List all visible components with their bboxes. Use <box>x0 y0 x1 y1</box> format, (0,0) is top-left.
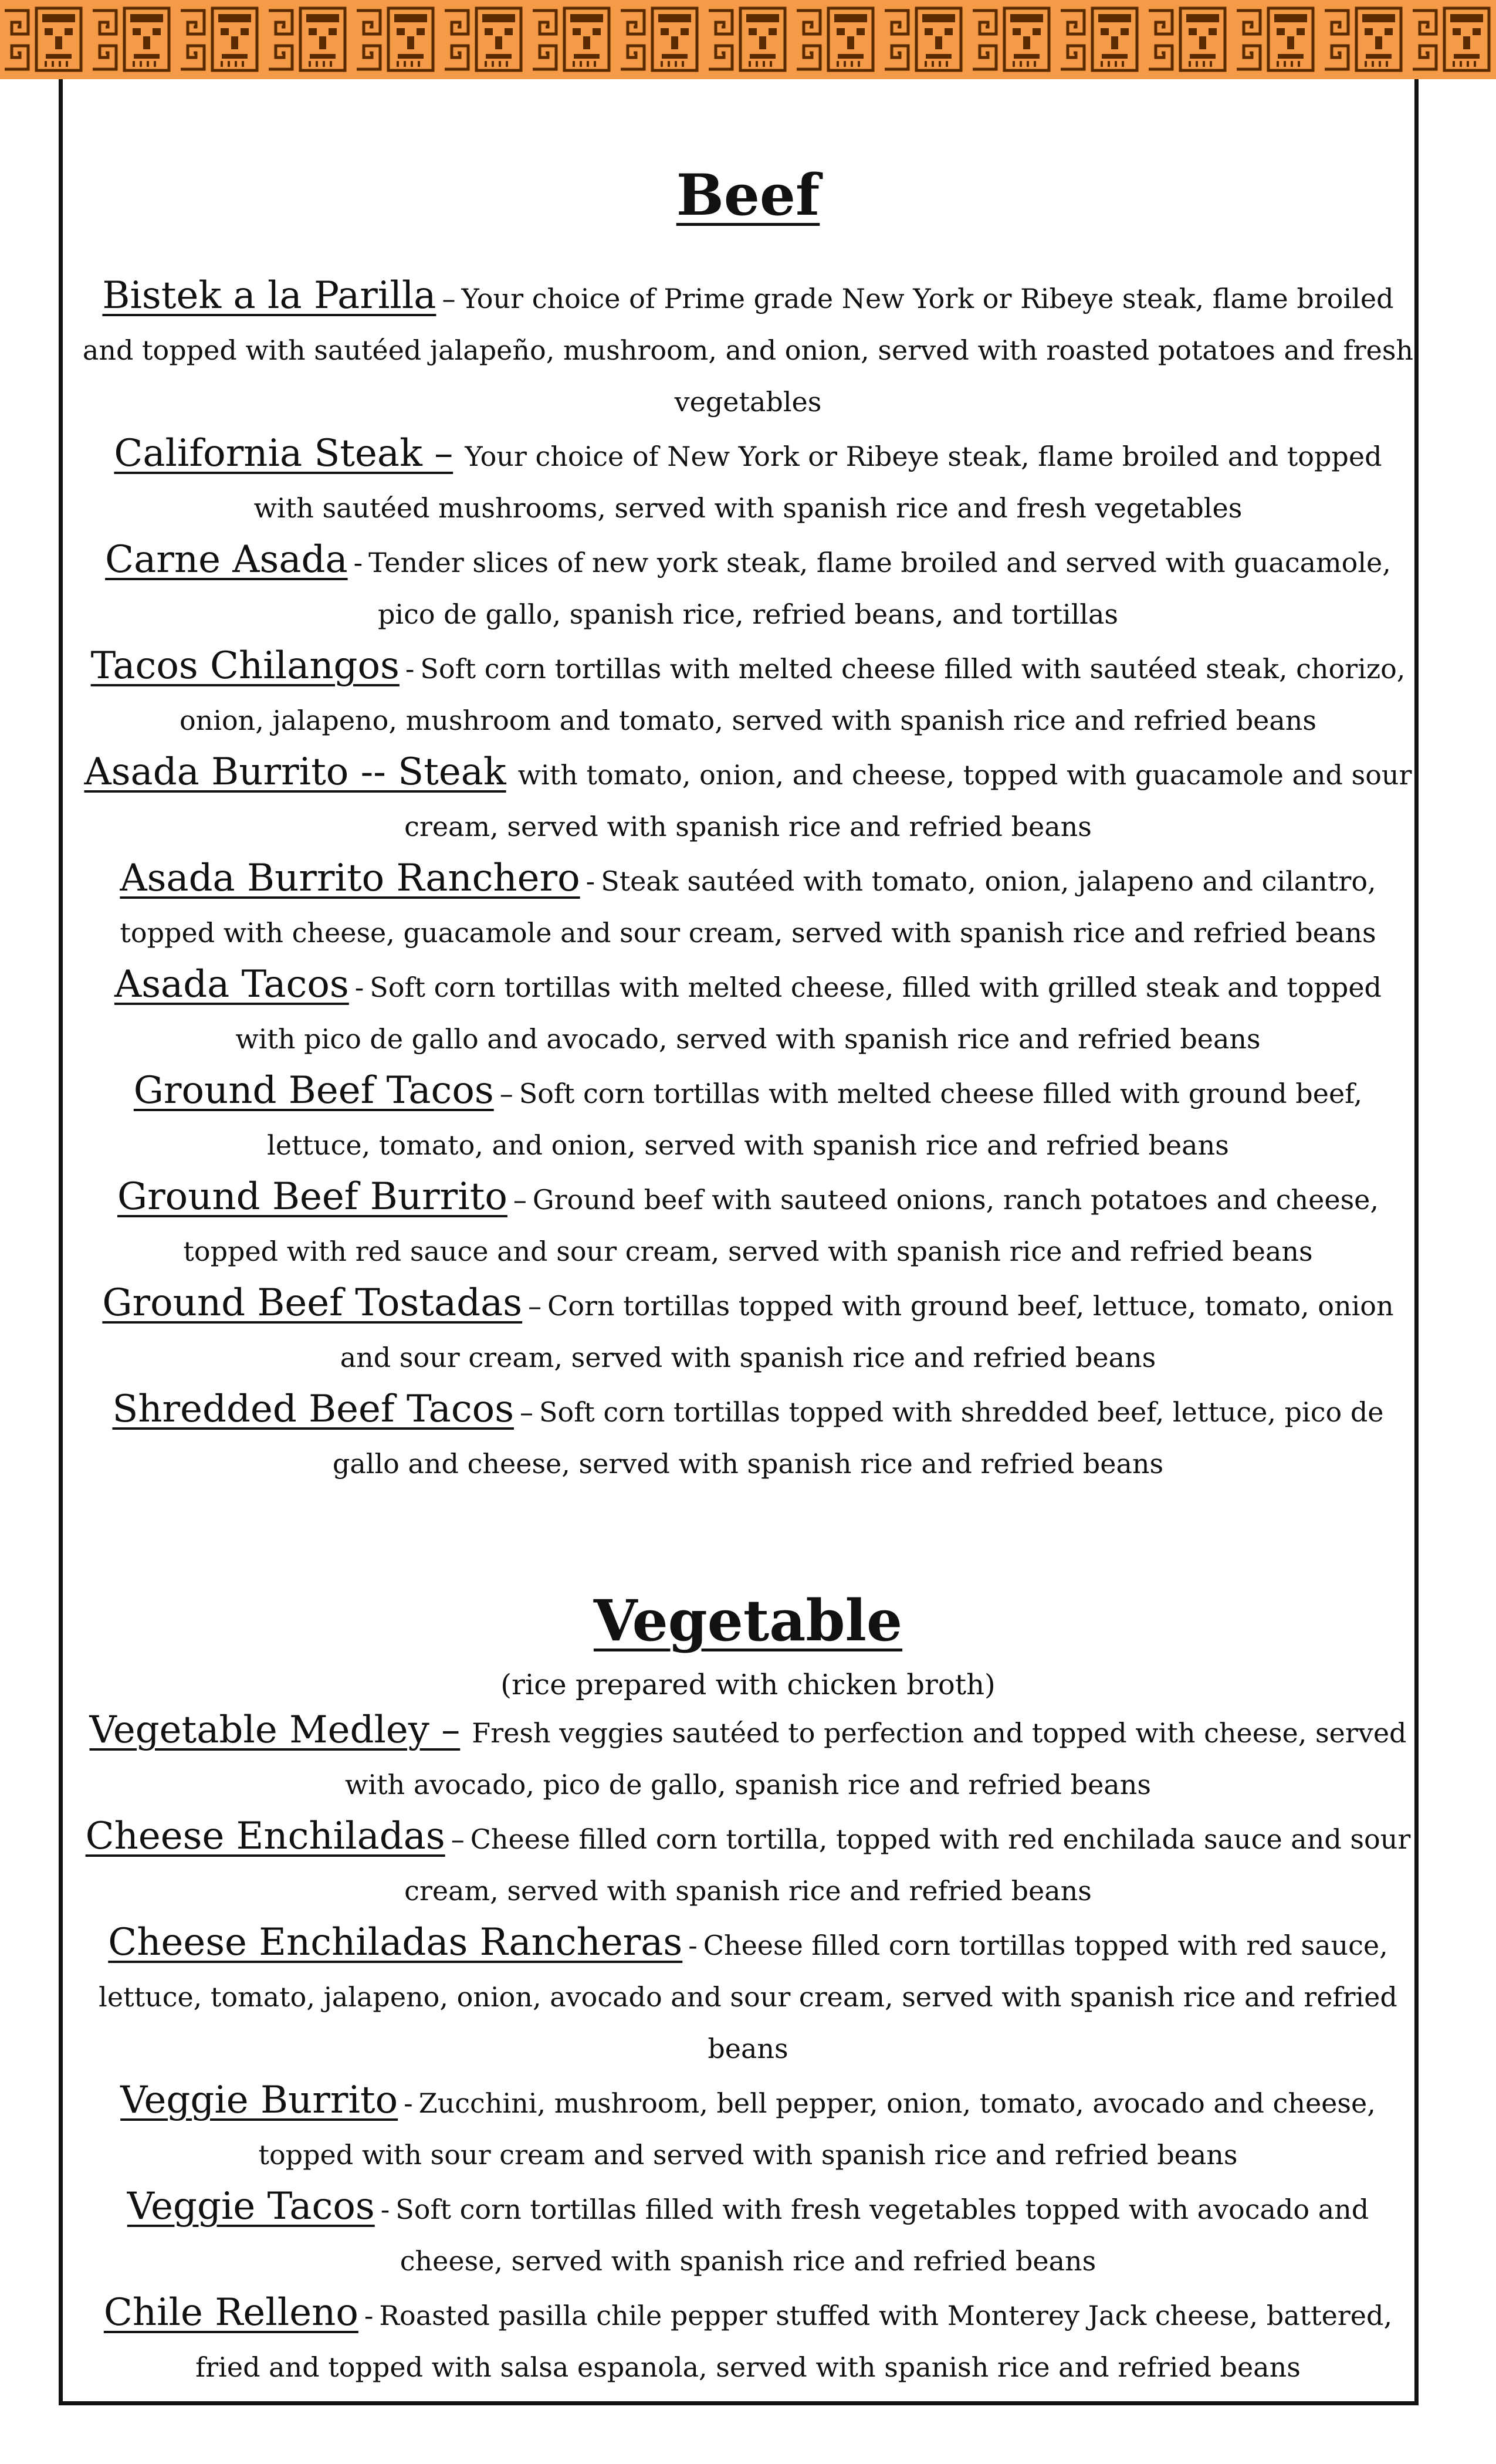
menu-item <box>82 1065 1414 1171</box>
menu-item-name: Ground Beef Burrito <box>117 1175 507 1219</box>
menu-item-name: Vegetable Medley – <box>89 1708 461 1752</box>
menu-item-description: with tomato, onion, and cheese, topped with guacamole and sour cream, served with spanish rice and refried beans <box>404 759 1412 842</box>
menu-item-separator: - <box>364 2300 374 2331</box>
menu-item-name: Ground Beef Tacos <box>133 1069 494 1112</box>
menu-item <box>82 640 1414 746</box>
beef-items-list <box>82 270 1414 1490</box>
section-note: (rice prepared with chicken broth) <box>500 1668 996 1701</box>
menu-item <box>82 1171 1414 1277</box>
menu-item-description: Ground beef with sauteed onions, ranch potatoes and cheese, topped with red sauce and sour cream, served with spanish rice and refried beans <box>183 1184 1379 1267</box>
menu-item <box>82 1917 1414 2074</box>
menu-item-separator: – <box>528 1290 542 1322</box>
menu-item-separator: – <box>442 283 456 314</box>
menu-item <box>82 2287 1414 2393</box>
menu-item <box>82 1704 1414 1810</box>
menu-item-separator: - <box>353 547 363 578</box>
menu-item-separator: – <box>520 1396 534 1428</box>
menu-item-name: California Steak – <box>114 432 453 475</box>
menu-item-separator: - <box>405 653 415 685</box>
menu-item-name: Asada Tacos <box>114 963 349 1006</box>
menu-item-separator: – <box>451 1823 465 1855</box>
menu-item-description: Cheese filled corn tortilla, topped with red enchilada sauce and sour cream, served with spanish rice and refried beans <box>404 1823 1411 1907</box>
menu-item-description: Soft corn tortillas filled with fresh vegetables topped with avocado and cheese, served with spanish rice and refried beans <box>395 2194 1369 2277</box>
menu-item <box>82 1383 1414 1490</box>
menu-item <box>82 746 1414 852</box>
menu-item-description: Fresh veggies sautéed to perfection and topped with cheese, served with avocado, pico de gallo, spanish rice and refried beans <box>345 1717 1407 1800</box>
menu-item-description: Soft corn tortillas topped with shredded beef, lettuce, pico de gallo and cheese, served with spanish rice and refried beans <box>332 1396 1384 1480</box>
menu-item-description: Corn tortillas topped with ground beef, lettuce, tomato, onion and sour cream, served with spanish rice and refried beans <box>340 1290 1394 1373</box>
menu-item <box>82 534 1414 640</box>
menu-item-name: Veggie Burrito <box>120 2079 398 2122</box>
menu-item <box>82 852 1414 959</box>
menu-item <box>82 2074 1414 2181</box>
menu-item <box>82 1277 1414 1383</box>
section-title-beef: Beef <box>676 162 820 228</box>
menu-item-description: Cheese filled corn tortillas topped with red sauce, lettuce, tomato, jalapeno, onion, avocado and sour cream, served with spanish rice and refried beans <box>99 1930 1397 2064</box>
menu-item-name: Tacos Chilangos <box>90 644 400 688</box>
menu-item <box>82 428 1414 534</box>
menu-item-description: Soft corn tortillas with melted cheese, filled with grilled steak and topped with pico de gallo and avocado, served with spanish rice and refried beans <box>235 972 1382 1055</box>
menu-item-separator: - <box>585 865 595 897</box>
menu-item-separator: - <box>354 972 364 1003</box>
decorative-banner <box>0 0 1496 79</box>
menu-item <box>82 2181 1414 2287</box>
menu-item <box>82 1810 1414 1917</box>
menu-item-name: Cheese Enchiladas Rancheras <box>108 1921 683 1964</box>
menu-item-name: Ground Beef Tostadas <box>102 1281 523 1325</box>
menu-item <box>82 959 1414 1065</box>
menu-item-description: Zucchini, mushroom, bell pepper, onion, tomato, avocado and cheese, topped with sour cream and served with spanish rice and refried beans <box>258 2087 1376 2171</box>
menu-item-name: Chile Relleno <box>103 2291 358 2334</box>
menu-item-description: Steak sautéed with tomato, onion, jalapeno and cilantro, topped with cheese, guacamole and sour cream, served with spanish rice and refried beans <box>120 865 1376 949</box>
menu-item-name: Shredded Beef Tacos <box>112 1387 515 1431</box>
menu-item-separator: - <box>380 2194 390 2225</box>
menu-item-description: Soft corn tortillas with melted cheese filled with ground beef, lettuce, tomato, and onion, served with spanish rice and refried beans <box>267 1078 1363 1161</box>
menu-item-description: Your choice of Prime grade New York or Ribeye steak, flame broiled and topped with sautéed jalapeño, mushroom, and onion, served with roasted potatoes and fresh vegetables <box>82 283 1414 418</box>
menu-item-name: Carne Asada <box>105 538 348 581</box>
menu-item-name: Veggie Tacos <box>127 2185 375 2228</box>
menu-item-description: Soft corn tortillas with melted cheese filled with sautéed steak, chorizo, onion, jalapeno, mushroom and tomato, served with spanish rice and refried beans <box>179 653 1406 736</box>
section-title-vegetable: Vegetable <box>593 1588 903 1654</box>
menu-item <box>82 270 1414 428</box>
menu-item-name: Asada Burrito Ranchero <box>120 857 580 900</box>
menu-item-name: Cheese Enchiladas <box>85 1815 445 1858</box>
vegetable-items-list <box>82 1704 1414 2393</box>
menu-item-description: Roasted pasilla chile pepper stuffed with Monterey Jack cheese, battered, fried and topped with salsa espanola, served with spanish rice and refried beans <box>195 2300 1393 2383</box>
menu-item-description: Tender slices of new york steak, flame broiled and served with guacamole, pico de gallo, spanish rice, refried beans, and tortillas <box>368 547 1391 630</box>
menu-item-separator: - <box>688 1930 698 1961</box>
menu-item-description: Your choice of New York or Ribeye steak, flame broiled and topped with sautéed mushrooms, served with spanish rice and fresh vegetables <box>253 441 1382 524</box>
aztec-pattern <box>0 0 1496 79</box>
menu-item-separator: – <box>499 1078 513 1109</box>
menu-item-separator: – <box>513 1184 527 1216</box>
menu-item-name: Bistek a la Parilla <box>102 274 436 317</box>
menu-item-separator: - <box>404 2087 413 2119</box>
menu-item-name: Asada Burrito -- Steak <box>84 750 506 794</box>
